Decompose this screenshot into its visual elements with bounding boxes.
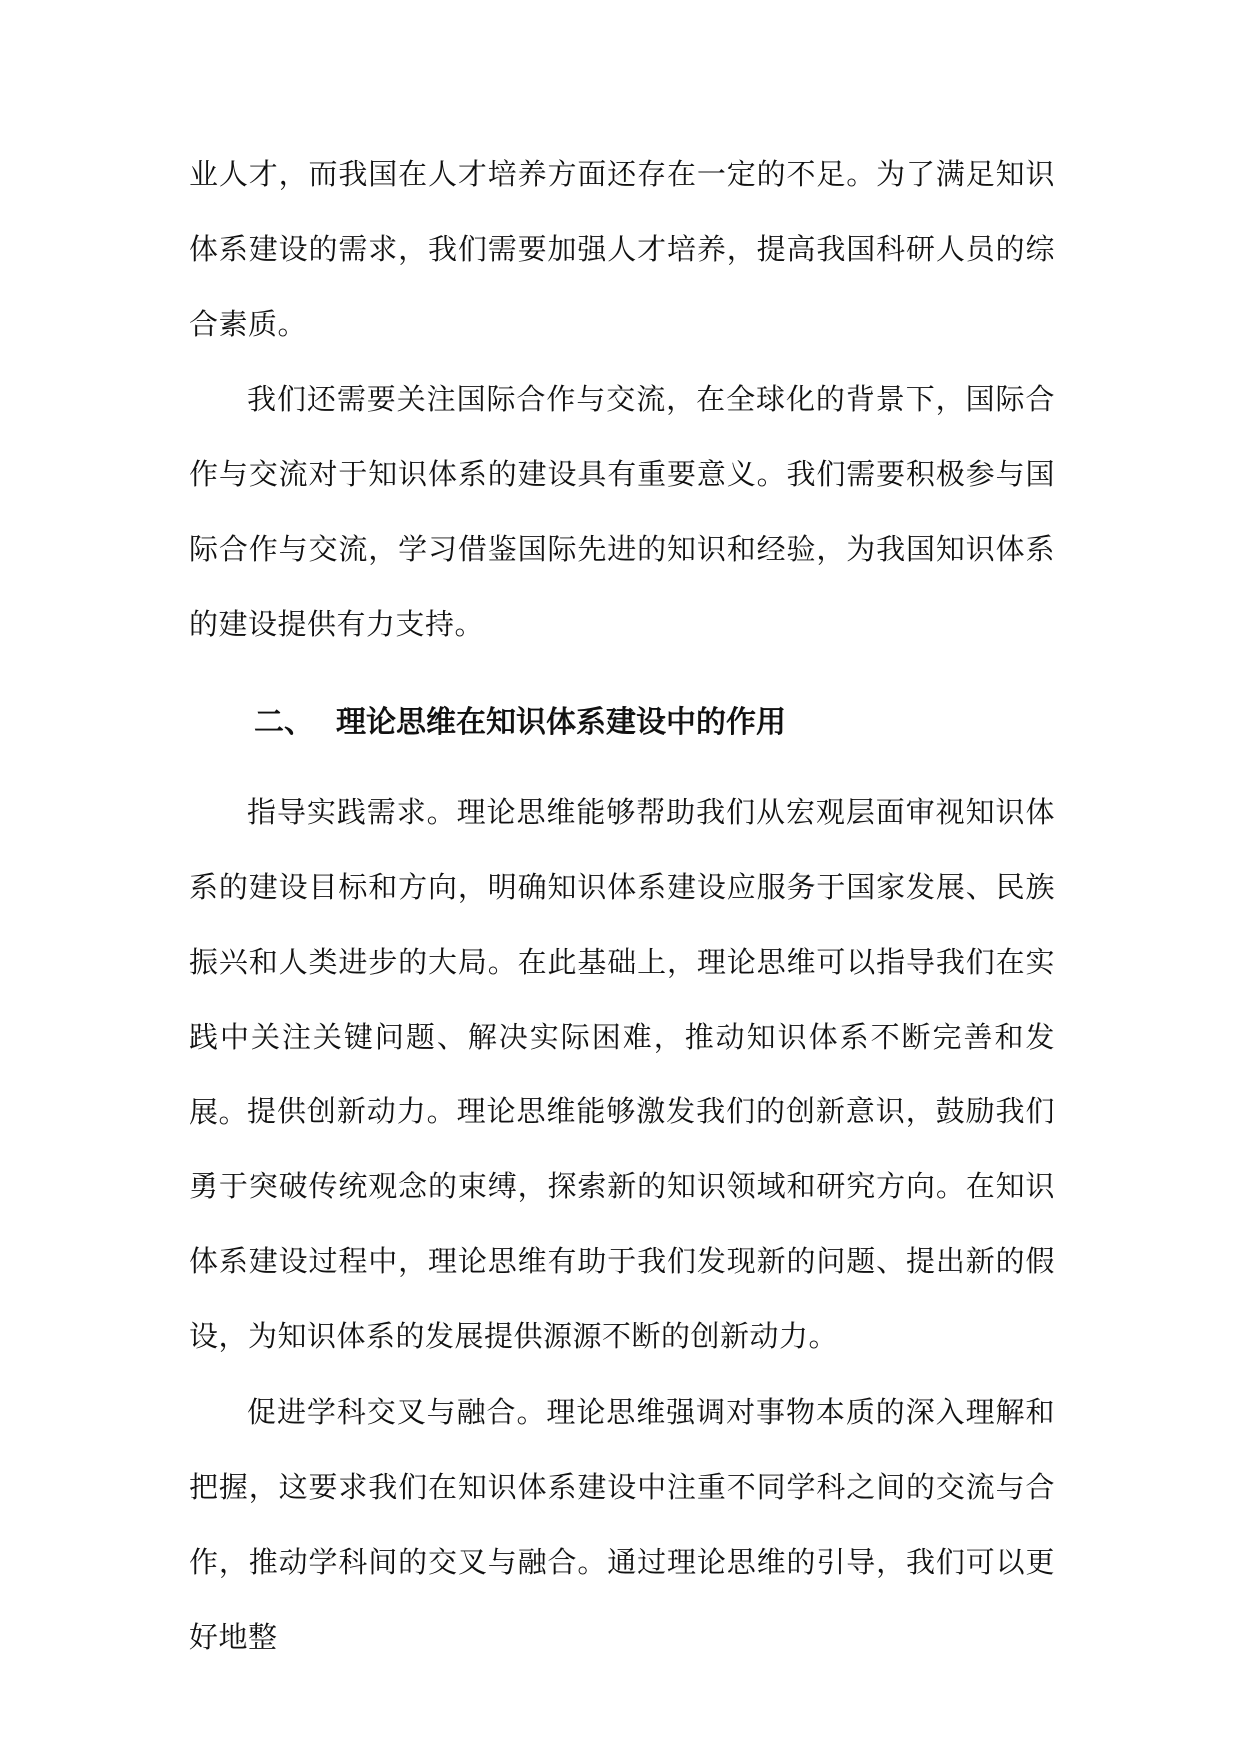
paragraph-continued xyxy=(189,137,1055,362)
section-heading xyxy=(254,703,786,743)
paragraph-international-cooperation xyxy=(189,362,1055,662)
paragraph-interdisciplinary xyxy=(189,1375,1055,1675)
section-number: 二、 xyxy=(254,705,314,740)
paragraph-text: 我们还需要关注国际合作与交流，在全球化的背景下，国际合作与交流对于知识体系的建设具有重要意义。我们需要积极参与国际合作与交流，学习借鉴国际先进的知识和经验，为我国知识体系的建设提供有力支持。 xyxy=(189,382,1055,641)
paragraph-text: 业人才，而我国在人才培养方面还存在一定的不足。为了满足知识体系建设的需求，我们需要加强人才培养，提高我国科研人员的综合素质。 xyxy=(189,157,1055,341)
paragraph-text: 促进学科交叉与融合。理论思维强调对事物本质的深入理解和把握，这要求我们在知识体系建设中注重不同学科之间的交流与合作，推动学科间的交叉与融合。通过理论思维的引导，我们可以更好地整 xyxy=(189,1395,1055,1654)
paragraph-text: 指导实践需求。理论思维能够帮助我们从宏观层面审视知识体系的建设目标和方向，明确知识体系建设应服务于国家发展、民族振兴和人类进步的大局。在此基础上，理论思维可以指导我们在实践中关注关键问题、解决实际困难，推动知识体系不断完善和发展。 xyxy=(189,795,1055,1129)
paragraph-text: 提供创新动力。理论思维能够激发我们的创新意识，鼓励我们勇于突破传统观念的束缚，探索新的知识领域和研究方向。在知识体系建设过程中，理论思维有助于我们发现新的问题、提出新的假设，为知识体系的发展提供源源不断的创新动力。 xyxy=(189,1094,1055,1353)
section-title: 理论思维在知识体系建设中的作用 xyxy=(336,705,786,740)
paragraph-innovation xyxy=(189,1074,1055,1374)
